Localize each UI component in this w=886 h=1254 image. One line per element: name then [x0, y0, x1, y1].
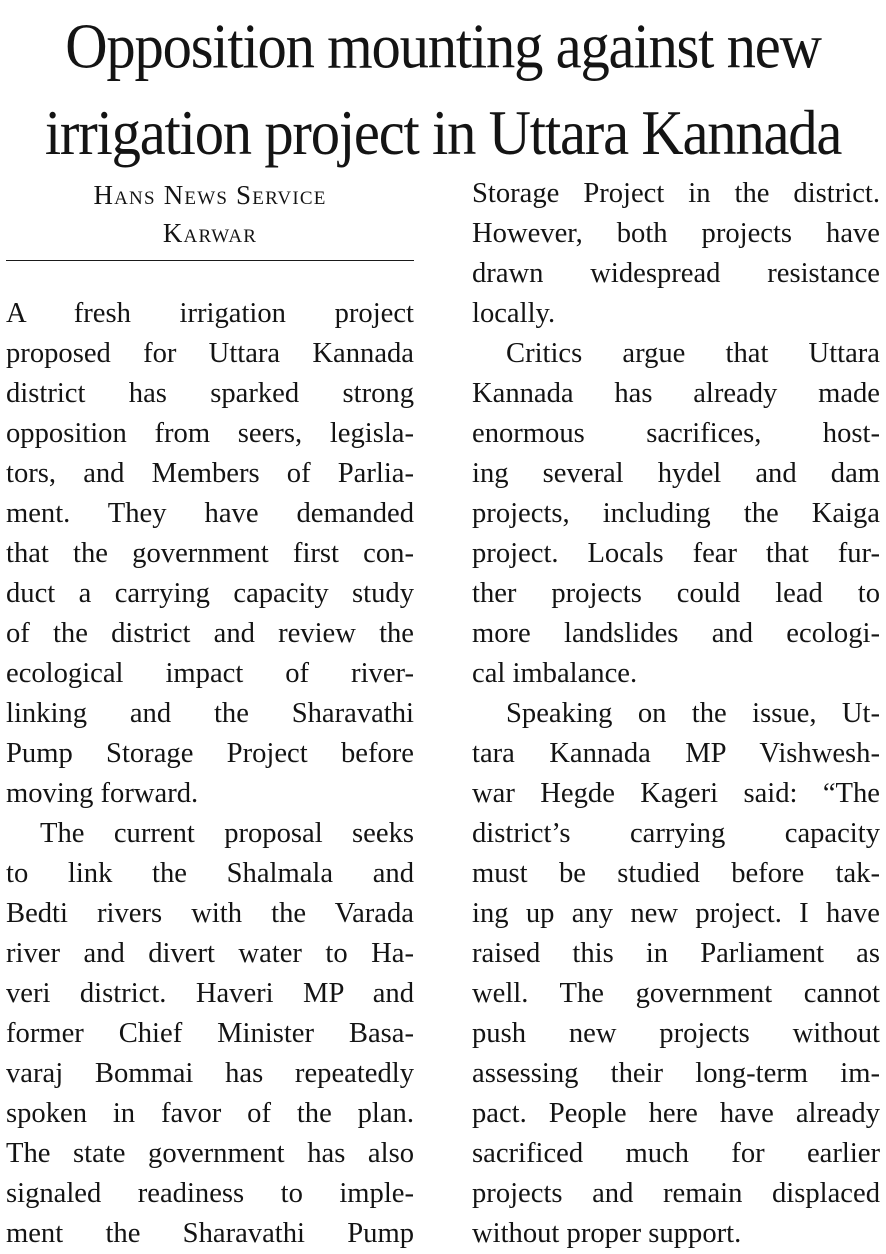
- text-line: ecological impact of river-: [6, 658, 414, 689]
- text-line: tors, and Members of Parlia-: [6, 458, 414, 489]
- byline-divider: [6, 260, 414, 261]
- article-column-left: [6, 294, 414, 1254]
- text-line: push new projects without: [472, 1018, 880, 1049]
- text-line: projects, including the Kaiga: [472, 498, 880, 529]
- headline-line: irrigation project in Uttara Kannada: [44, 97, 842, 169]
- text-line: well. The government cannot: [472, 978, 880, 1009]
- text-line: Critics argue that Uttara: [506, 338, 880, 369]
- paragraph: [6, 294, 414, 814]
- text-line: ther projects could lead to: [472, 578, 880, 609]
- text-line: former Chief Minister Basa-: [6, 1018, 414, 1049]
- text-line: district’s carrying capacity: [472, 818, 880, 849]
- text-line: linking and the Sharavathi: [6, 698, 414, 729]
- text-line: varaj Bommai has repeatedly: [6, 1058, 414, 1089]
- text-line: Storage Project in the district.: [472, 178, 880, 209]
- text-line: project. Locals fear that fur-: [472, 538, 880, 569]
- text-line: raised this in Parliament as: [472, 938, 880, 969]
- headline: [0, 4, 886, 177]
- text-line: that the government first con-: [6, 538, 414, 569]
- text-line: ing up any new project. I have: [472, 898, 880, 929]
- text-line: Bedti rivers with the Varada: [6, 898, 414, 929]
- text-line: tara Kannada MP Vishwesh-: [472, 738, 880, 769]
- byline: [6, 176, 414, 252]
- text-line: However, both projects have: [472, 218, 880, 249]
- text-line: assessing their long-term im-: [472, 1058, 880, 1089]
- text-line: moving forward.: [6, 778, 199, 809]
- text-line: pact. People here have already: [472, 1098, 880, 1129]
- text-line: ment. They have demanded: [6, 498, 414, 529]
- text-line: spoken in favor of the plan.: [6, 1098, 414, 1129]
- text-line: The current proposal seeks: [40, 818, 414, 849]
- text-line: Pump Storage Project before: [6, 738, 414, 769]
- text-line: duct a carrying capacity study: [6, 578, 414, 609]
- text-line: opposition from seers, legisla-: [6, 418, 414, 449]
- text-line: sacrificed much for earlier: [472, 1138, 880, 1169]
- text-line: ing several hydel and dam: [472, 458, 880, 489]
- text-line: projects and remain displaced: [472, 1178, 880, 1209]
- text-line: district has sparked strong: [6, 378, 414, 409]
- text-line: Speaking on the issue, Ut-: [506, 698, 880, 729]
- text-line: ment the Sharavathi Pump: [6, 1218, 414, 1249]
- headline-line: Opposition mounting against new: [65, 11, 821, 82]
- text-line: Kannada has already made: [472, 378, 880, 409]
- text-line: to link the Shalmala and: [6, 858, 414, 889]
- text-line: of the district and review the: [6, 618, 414, 649]
- text-line: river and divert water to Ha-: [6, 938, 414, 969]
- paragraph: [6, 814, 414, 1254]
- text-line: cal imbalance.: [472, 658, 638, 689]
- text-line: war Hegde Kageri said: “The: [472, 778, 880, 809]
- text-line: without proper support.: [472, 1218, 742, 1249]
- text-line: proposed for Uttara Kannada: [6, 338, 414, 369]
- text-line: enormous sacrifices, host-: [472, 418, 880, 449]
- paragraph: [472, 694, 880, 1254]
- byline-service: Hans News Service: [93, 180, 327, 210]
- paragraph: [472, 334, 880, 694]
- text-line: signaled readiness to imple-: [6, 1178, 414, 1209]
- text-line: must be studied before tak-: [472, 858, 880, 889]
- text-line: drawn widespread resistance: [472, 258, 880, 289]
- text-line: more landslides and ecologi-: [472, 618, 880, 649]
- text-line: veri district. Haveri MP and: [6, 978, 414, 1009]
- text-line: The state government has also: [6, 1138, 414, 1169]
- paragraph: [472, 174, 880, 334]
- article-column-right: [472, 174, 880, 1254]
- text-line: A fresh irrigation project: [6, 298, 414, 329]
- text-line: locally.: [472, 298, 556, 329]
- byline-location: Karwar: [162, 218, 258, 248]
